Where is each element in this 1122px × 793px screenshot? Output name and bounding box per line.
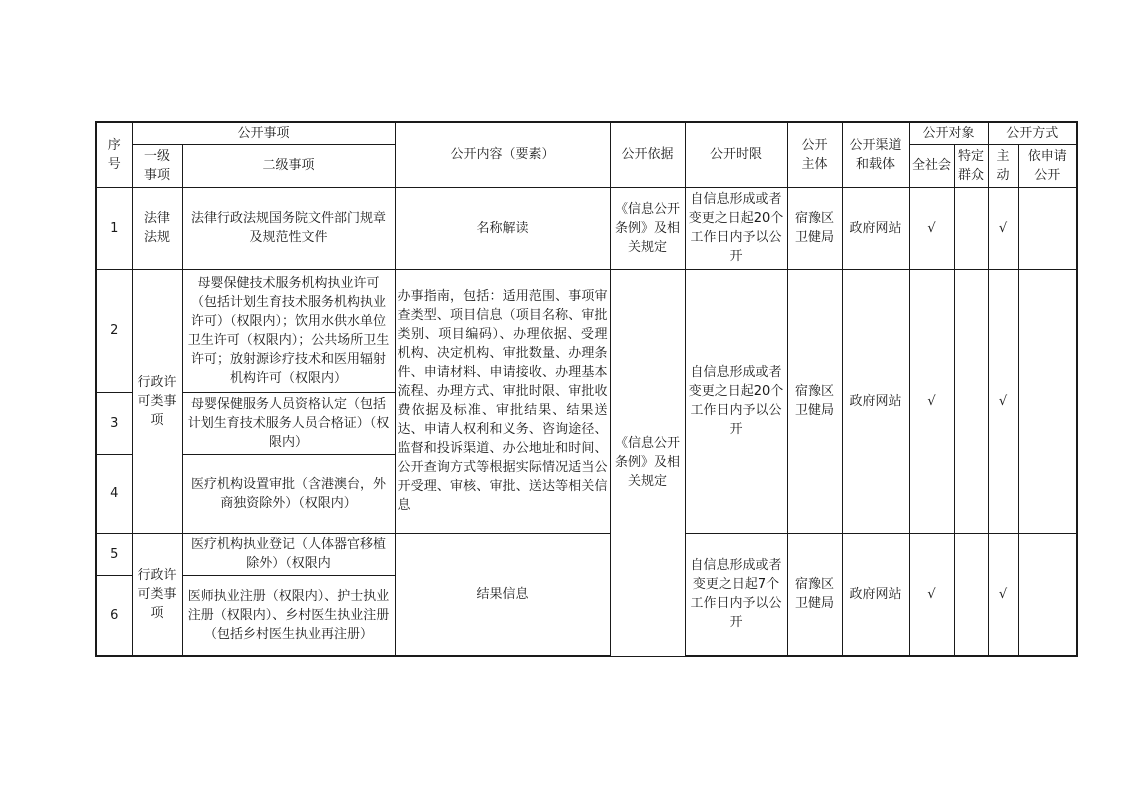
row-level2: 医疗机构设置审批（含港澳台，外商独资除外）（权限内） [182, 454, 395, 533]
row-content: 名称解读 [395, 187, 610, 269]
header-subject: 公开主体 [787, 122, 842, 187]
group-a-content: 办事指南，包括：适用范围、事项审查类型、项目信息（项目名称、审批类别、项目编码）、办理依据、受理机构、决定机构、审批数量、办理条件、申请材料、申请接收、办理基本流程、办理方式、审批时限、审批收费依据及标准、审批结果、结果送达、申请人权利和义务、咨询途径、监督和投诉渠道、办公地址和时间、公开查询方式等根据实际情况适当公开受理、审核、审批、送达等相关信息 [395, 269, 610, 533]
header-active: 主动 [988, 144, 1018, 187]
row-level1: 法律法规 [132, 187, 182, 269]
row-level2: 母婴保健服务人员资格认定（包括计划生育技术服务人员合格证）（权限内） [182, 392, 395, 454]
row-seq: 5 [96, 533, 132, 575]
group-b-specific-group [954, 533, 988, 656]
group-a-by-request [1018, 269, 1077, 533]
header-by-request: 依申请公开 [1018, 144, 1077, 187]
row-seq: 6 [96, 575, 132, 656]
shared-basis: 《信息公开条例》及相关规定 [610, 269, 685, 656]
header-method-group: 公开方式 [988, 122, 1077, 144]
row-level2: 母婴保健技术服务机构执业许可（包括计划生育技术服务机构执业许可）（权限内）；饮用水供水单位卫生许可（权限内）；公共场所卫生许可；放射源诊疗技术和医用辐射机构许可（权限内） [182, 269, 395, 392]
row-by-request [1018, 187, 1077, 269]
header-item-group: 公开事项 [132, 122, 395, 144]
row-channel: 政府网站 [842, 187, 909, 269]
row-level2: 法律行政法规国务院文件部门规章及规范性文件 [182, 187, 395, 269]
table-row [96, 187, 1077, 269]
group-a-specific-group [954, 269, 988, 533]
header-level1: 一级事项 [132, 144, 182, 187]
header-seq: 序号 [96, 122, 132, 187]
row-active-check: √ [988, 187, 1018, 269]
row-whole-society-check: √ [909, 187, 954, 269]
group-b-subject: 宿豫区卫健局 [787, 533, 842, 656]
group-b-by-request [1018, 533, 1077, 656]
group-a-level1: 行政许可类事项 [132, 269, 182, 533]
disclosure-table [95, 121, 1078, 657]
group-b-content: 结果信息 [395, 533, 610, 656]
header-target-group: 公开对象 [909, 122, 988, 144]
row-seq: 4 [96, 454, 132, 533]
row-basis: 《信息公开条例》及相关规定 [610, 187, 685, 269]
header-channel: 公开渠道和载体 [842, 122, 909, 187]
group-a-channel: 政府网站 [842, 269, 909, 533]
row-seq: 3 [96, 392, 132, 454]
row-seq: 2 [96, 269, 132, 392]
group-b-level1: 行政许可类事项 [132, 533, 182, 656]
group-a-active-check: √ [988, 269, 1018, 533]
group-a-time-limit: 自信息形成或者变更之日起20个工作日内予以公开 [685, 269, 787, 533]
table-row [96, 533, 1077, 575]
header-time-limit: 公开时限 [685, 122, 787, 187]
row-specific-group [954, 187, 988, 269]
row-level2: 医疗机构执业登记（人体器官移植除外）（权限内 [182, 533, 395, 575]
row-level2: 医师执业注册（权限内）、护士执业注册（权限内）、乡村医生执业注册（包括乡村医生执业再注册） [182, 575, 395, 656]
group-b-time-limit: 自信息形成或者变更之日起7个工作日内予以公开 [685, 533, 787, 656]
header-whole-society: 全社会 [909, 144, 954, 187]
header-specific-group: 特定群众 [954, 144, 988, 187]
group-b-channel: 政府网站 [842, 533, 909, 656]
table-row [96, 269, 1077, 392]
group-a-subject: 宿豫区卫健局 [787, 269, 842, 533]
group-a-whole-society-check: √ [909, 269, 954, 533]
row-seq: 1 [96, 187, 132, 269]
row-subject: 宿豫区卫健局 [787, 187, 842, 269]
group-b-whole-society-check: √ [909, 533, 954, 656]
header-content: 公开内容（要素） [395, 122, 610, 187]
group-b-active-check: √ [988, 533, 1018, 656]
row-time-limit: 自信息形成或者变更之日起20个工作日内予以公开 [685, 187, 787, 269]
header-level2: 二级事项 [182, 144, 395, 187]
header-basis: 公开依据 [610, 122, 685, 187]
